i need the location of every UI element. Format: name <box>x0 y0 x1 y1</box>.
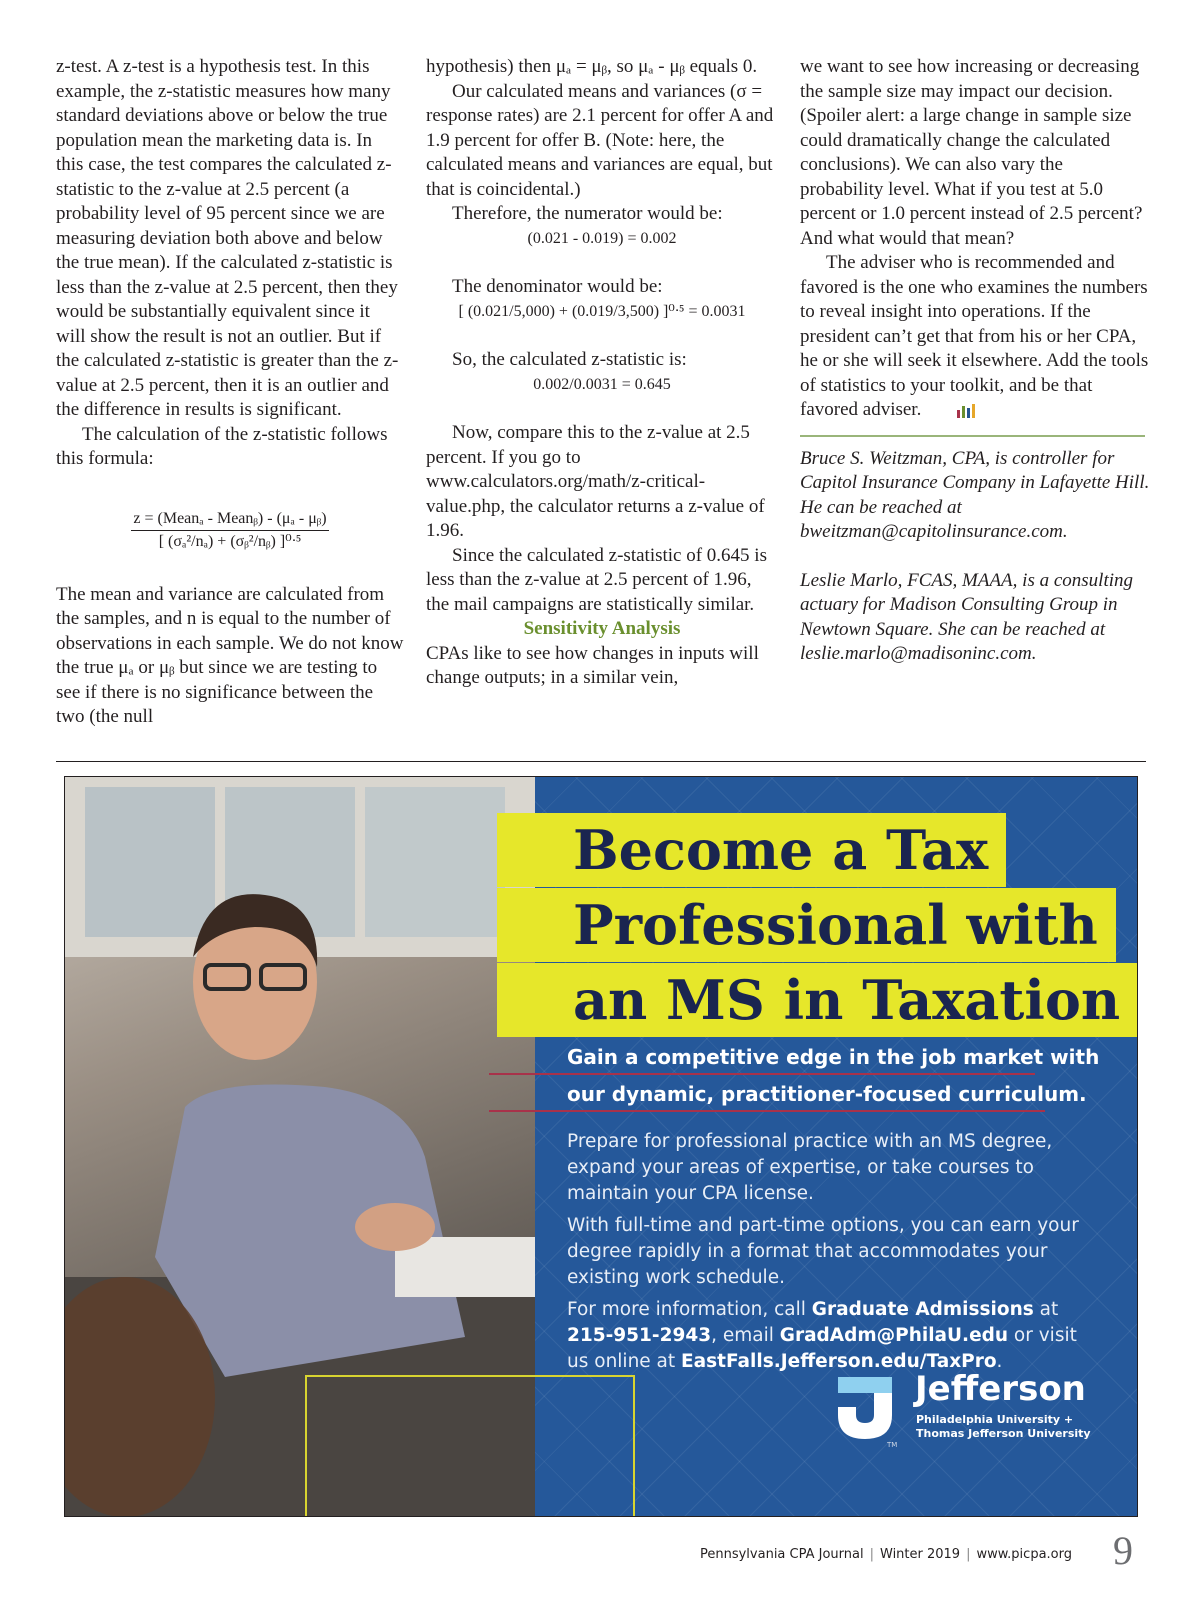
article-column-1 <box>56 55 404 730</box>
contact-text: or visit us online at <box>567 1325 1077 1372</box>
advertisement[interactable] <box>64 776 1138 1517</box>
paragraph: z-test. A z-test is a hypothesis test. In this example, the z-statistic measures how many standard deviations above or below the true population mean the marketing data is. In this case, the test compares the calculated z-statistic to the z-value at 2.5 percent (a probability level of 95 percent since we are measuring deviation both above and below the true mean). If the calculated z-statistic is less than the z-value at 2.5 percent, then they would be substantially equivalent since it will show the result is not an outlier. But if the calculated z-statistic is greater than the z-value at 2.5 percent, then it is an outlier and the difference in results is significant. <box>56 56 399 420</box>
paragraph: we want to see how increasing or decreasing the sample size may impact our decision. (Spoiler alert: a large change in sample size could dramatically change the calculated conclusions). We can also vary the probability level. What if you test at 5.0 percent or 1.0 percent instead of 2.5 percent? And what would that mean? <box>800 56 1143 249</box>
author-bio: Bruce S. Weitzman, CPA, is controller for Capitol Insurance Company in Lafayette Hill. He can be reached at bweitzman@capitolinsurance.com. <box>800 447 1150 542</box>
paragraph: Now, compare this to the z-value at 2.5 percent. If you go to www.calculators.org/math/z-critical-value.php, the calculator returns a z-value of 1.96. <box>426 422 765 541</box>
jefferson-wordmark: Jefferson <box>915 1369 1086 1409</box>
logo-sub-line: Philadelphia University + <box>916 1413 1074 1426</box>
author-bio: Leslie Marlo, FCAS, MAAA, is a consulting actuary for Madison Consulting Group in Newtown Square. She can be reached at leslie.marlo@madisoninc.com. <box>800 569 1134 664</box>
jefferson-subtitle <box>916 1413 1091 1441</box>
website-link[interactable]: EastFalls.Jefferson.edu/TaxPro <box>681 1351 997 1372</box>
contact-text: For more information, call <box>567 1299 812 1320</box>
divider <box>56 761 1146 762</box>
page-footer: Pennsylvania CPA Journal | Winter 2019 | www.picpa.org <box>699 1547 1072 1562</box>
page-number: 9 <box>1113 1528 1133 1573</box>
article-column-3 <box>800 55 1150 667</box>
ad-body-text: Prepare for professional practice with an MS degree, expand your areas of expertise, or take courses to maintain your CPA license. <box>567 1131 1053 1204</box>
paragraph <box>800 251 1150 423</box>
admissions-label: Graduate Admissions <box>811 1299 1034 1320</box>
logo-sub-line: Thomas Jefferson University <box>916 1427 1091 1440</box>
ad-headline: an MS in Taxation <box>497 963 1138 1037</box>
jefferson-logo-icon <box>838 1377 892 1439</box>
paragraph: CPAs like to see how changes in inputs will change outputs; in a similar vein, <box>426 642 759 688</box>
formula-numerator: z = (Meanₐ - Meanᵦ) - (μₐ - μᵦ) <box>131 508 328 531</box>
journal-name: Pennsylvania CPA Journal <box>699 1547 864 1562</box>
equation-denominator: [ (0.021/5,000) + (0.019/3,500) ]⁰ᐧ⁵ = 0.0031 <box>458 302 746 320</box>
ad-body-text: With full-time and part-time options, you can earn your degree rapidly in a format that accommodates your existing work schedule. <box>567 1215 1079 1288</box>
article-column-2 <box>426 55 778 691</box>
phone-link[interactable]: 215-951-2943 <box>567 1325 712 1346</box>
website-link[interactable]: www.picpa.org <box>976 1547 1072 1562</box>
z-statistic-formula <box>56 508 404 553</box>
issue-date: Winter 2019 <box>880 1547 961 1562</box>
end-mark-icon <box>929 402 951 420</box>
ad-subheadline: Gain a competitive edge in the job market with <box>567 1045 1100 1069</box>
paragraph: So, the calculated z-statistic is: <box>452 349 687 370</box>
contact-text: , email <box>711 1325 780 1346</box>
accent-line <box>489 1110 1045 1112</box>
trademark-label: TM <box>887 1441 898 1449</box>
paragraph-text: The adviser who is recommended and favored is the one who examines the numbers to reveal insight into operations. If the president can’t get that from his or her CPA, he or she will seek it elsewhere. Add the tools of statistics to your toolkit, and be that favored adviser. <box>800 252 1149 420</box>
section-heading: Sensitivity Analysis <box>523 618 681 639</box>
accent-line <box>489 1073 1035 1075</box>
ad-headline: Professional with <box>497 888 1116 962</box>
paragraph: Since the calculated z-statistic of 0.645 is less than the z-value at 2.5 percent of 1.96, the mail campaigns are statistically similar. <box>426 544 767 615</box>
paragraph: The mean and variance are calculated from the samples, and n is equal to the number of observations in each sample. We do not know the true μₐ or μᵦ but since we are testing to see if there is no significance between the two (the null <box>56 583 404 727</box>
equation-z-statistic: 0.002/0.0031 = 0.645 <box>533 375 671 393</box>
paragraph: Therefore, the numerator would be: <box>452 203 723 224</box>
divider <box>800 435 1145 437</box>
ad-headline: Become a Tax <box>497 813 1006 887</box>
paragraph: The calculation of the z-statistic follows this formula: <box>56 423 388 469</box>
paragraph: hypothesis) then μₐ = μᵦ, so μₐ - μᵦ equals 0. <box>426 56 758 77</box>
ad-subheadline: our dynamic, practitioner-focused curriculum. <box>567 1082 1087 1106</box>
email-link[interactable]: GradAdm@PhilaU.edu <box>779 1325 1009 1346</box>
ad-contact-text <box>567 1297 1087 1375</box>
equation-numerator: (0.021 - 0.019) = 0.002 <box>527 229 677 247</box>
decorative-frame <box>305 1375 635 1517</box>
contact-text: . <box>996 1351 1003 1372</box>
formula-denominator: [ (σₐ²/nₐ) + (σᵦ²/nᵦ) ]⁰ᐧ⁵ <box>158 532 302 550</box>
paragraph: The denominator would be: <box>452 276 663 297</box>
paragraph: Our calculated means and variances (σ = response rates) are 2.1 percent for offer A and 1.9 percent for offer B. (Note: here, the calculated means and variances are equal, but that is coincidental.) <box>426 80 774 200</box>
contact-text: at <box>1033 1299 1059 1320</box>
